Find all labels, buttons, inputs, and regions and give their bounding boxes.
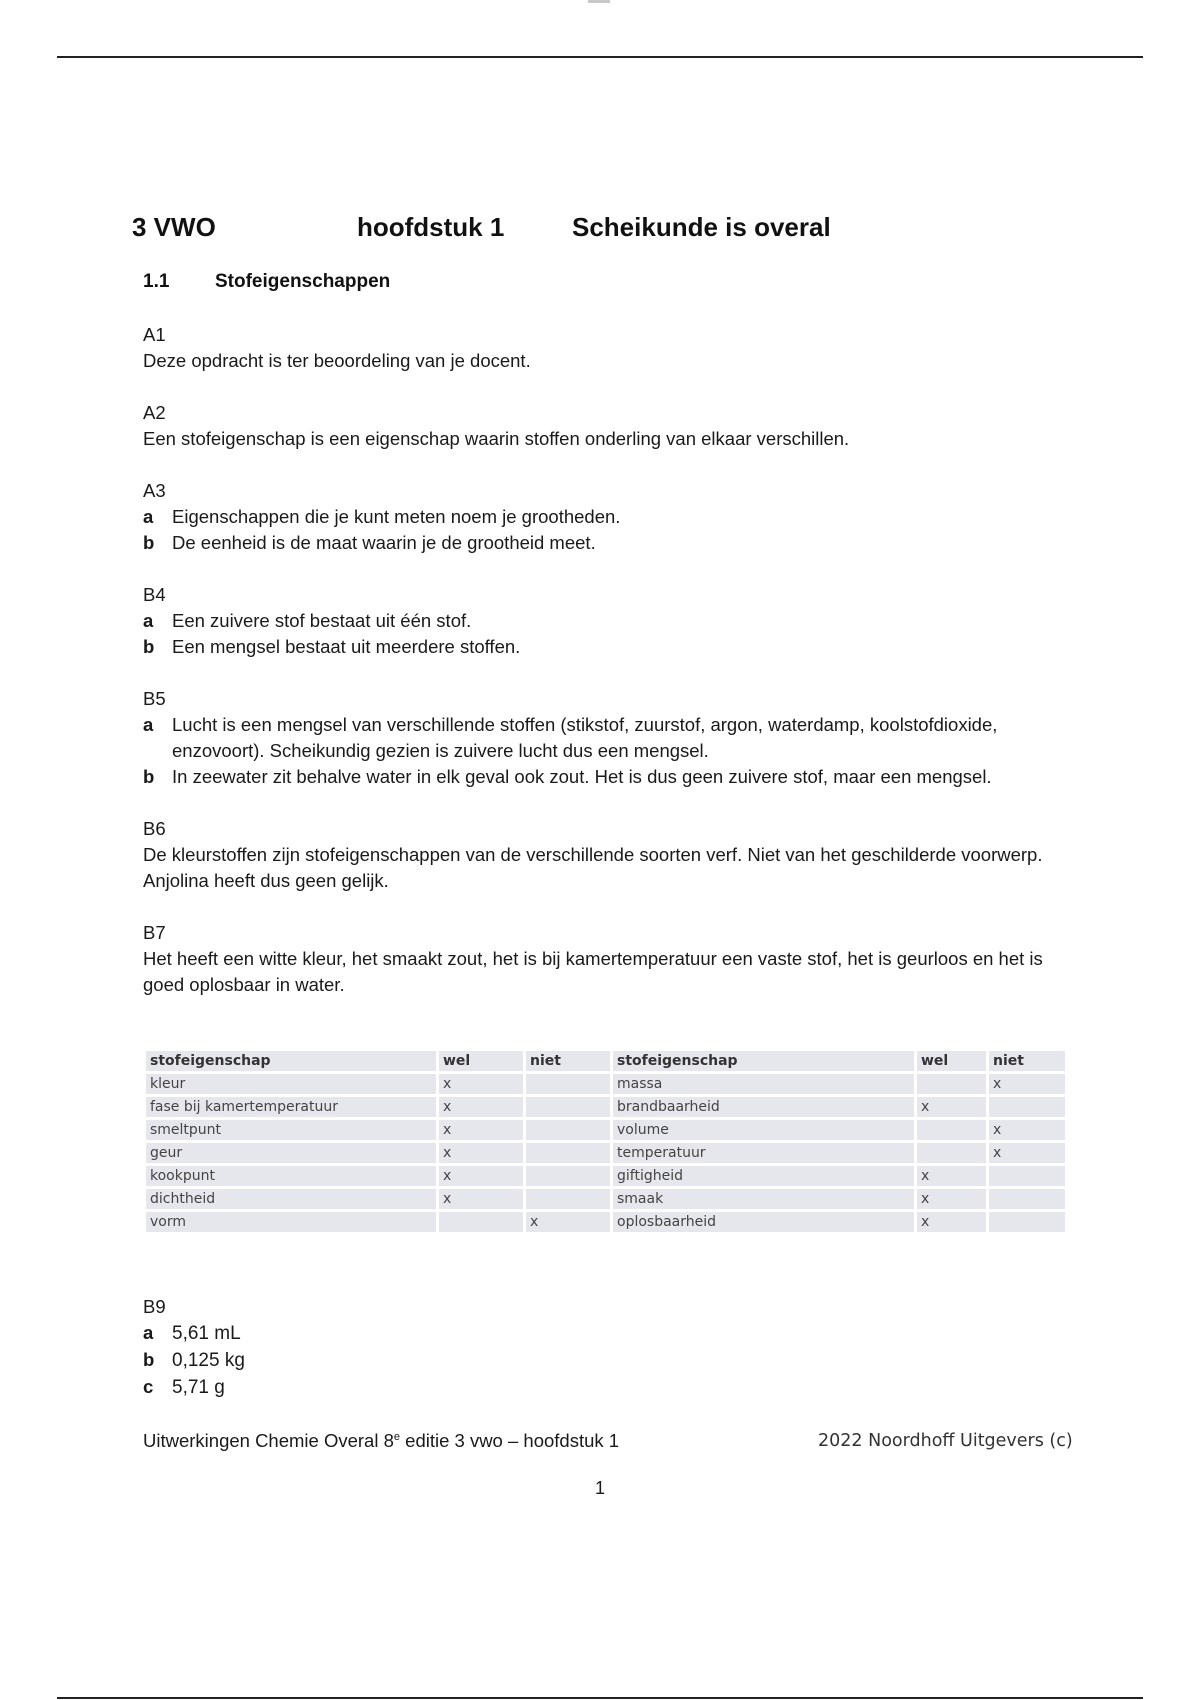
table-cell xyxy=(988,1188,1067,1211)
table-cell: smeltpunt xyxy=(145,1119,438,1142)
question-a1 xyxy=(143,322,1073,374)
table-cell: fase bij kamertemperatuur xyxy=(145,1096,438,1119)
column-header: stofeigenschap xyxy=(612,1050,916,1073)
answer-text: Een stofeigenschap is een eigenschap waarin stoffen onderling van elkaar verschillen. xyxy=(143,428,850,449)
answer-item xyxy=(143,634,1073,660)
table-cell: brandbaarheid xyxy=(612,1096,916,1119)
question-b5 xyxy=(143,686,1073,790)
question-label: B5 xyxy=(143,688,166,709)
table-cell xyxy=(525,1073,612,1096)
table-row xyxy=(145,1165,1067,1188)
table-cell: smaak xyxy=(612,1188,916,1211)
table-cell: kleur xyxy=(145,1073,438,1096)
table-cell: giftigheid xyxy=(612,1165,916,1188)
answer-text: Het heeft een witte kleur, het smaakt zout, het is bij kamertemperatuur een vaste stof, het is geurloos en het is goed oplosbaar in water. xyxy=(143,948,1043,995)
item-text: De eenheid is de maat waarin je de grootheid meet. xyxy=(172,532,596,553)
table-cell: x xyxy=(525,1211,612,1234)
table-cell: oplosbaarheid xyxy=(612,1211,916,1234)
question-label: A1 xyxy=(143,324,166,345)
footer-copyright: 2022 Noordhoff Uitgevers (c) xyxy=(818,1431,1073,1451)
table-cell: x xyxy=(438,1165,525,1188)
table-cell: x xyxy=(438,1142,525,1165)
table-cell: x xyxy=(916,1096,988,1119)
page-number: 1 xyxy=(594,1478,605,1498)
table-cell: geur xyxy=(145,1142,438,1165)
table-cell xyxy=(988,1211,1067,1234)
answer-item xyxy=(143,504,1073,530)
item-letter: c xyxy=(143,1376,154,1397)
footer-source xyxy=(143,1430,619,1452)
item-letter: a xyxy=(143,1322,154,1343)
table-cell xyxy=(916,1142,988,1165)
question-label: A3 xyxy=(143,480,166,501)
answer-item xyxy=(143,608,1073,634)
question-label: B7 xyxy=(143,922,166,943)
question-label: B9 xyxy=(143,1296,166,1317)
answer-item xyxy=(143,1347,245,1374)
question-b7 xyxy=(143,920,1073,998)
item-text: Eigenschappen die je kunt meten noem je grootheden. xyxy=(172,506,621,527)
table-cell: x xyxy=(916,1165,988,1188)
item-text: In zeewater zit behalve water in elk geval ook zout. Het is dus geen zuivere stof, maar een mengsel. xyxy=(172,766,992,787)
table-cell: x xyxy=(438,1119,525,1142)
table-cell: dichtheid xyxy=(145,1188,438,1211)
footer-suffix: editie 3 vwo – hoofdstuk 1 xyxy=(400,1430,620,1451)
item-text: 5,71 g xyxy=(172,1377,225,1398)
table-row xyxy=(145,1119,1067,1142)
item-text: 0,125 kg xyxy=(172,1350,245,1371)
question-a3 xyxy=(143,478,1073,556)
answer-item xyxy=(143,1374,245,1401)
header-title: Scheikunde is overal xyxy=(572,212,831,242)
table-row xyxy=(145,1073,1067,1096)
table-row xyxy=(145,1188,1067,1211)
question-b6 xyxy=(143,816,1073,894)
column-header: stofeigenschap xyxy=(145,1050,438,1073)
item-text: Een mengsel bestaat uit meerdere stoffen. xyxy=(172,636,521,657)
table-cell: x xyxy=(438,1073,525,1096)
footer-prefix: Uitwerkingen Chemie Overal 8 xyxy=(143,1430,394,1451)
table-cell: kookpunt xyxy=(145,1165,438,1188)
answer-item xyxy=(143,764,1073,790)
item-letter: a xyxy=(143,506,154,527)
column-header: wel xyxy=(916,1050,988,1073)
table-cell: x xyxy=(988,1142,1067,1165)
answer-item xyxy=(143,1320,245,1347)
column-header: wel xyxy=(438,1050,525,1073)
answer-item xyxy=(143,530,1073,556)
table-cell: x xyxy=(438,1188,525,1211)
section-number: 1.1 xyxy=(143,271,170,292)
question-b9 xyxy=(143,1294,245,1401)
table-cell: vorm xyxy=(145,1211,438,1234)
table-cell: x xyxy=(988,1073,1067,1096)
item-text: Een zuivere stof bestaat uit één stof. xyxy=(172,610,472,631)
question-label: B6 xyxy=(143,818,166,839)
header-level: 3 VWO xyxy=(132,212,216,242)
table-cell: x xyxy=(916,1188,988,1211)
question-label: B4 xyxy=(143,584,166,605)
table-cell xyxy=(438,1211,525,1234)
answer-item xyxy=(143,712,1073,764)
item-text: 5,61 mL xyxy=(172,1323,241,1344)
table-cell xyxy=(988,1165,1067,1188)
header-chapter: hoofdstuk 1 xyxy=(357,212,505,242)
table-row xyxy=(145,1211,1067,1234)
table-cell: x xyxy=(916,1211,988,1234)
answer-text: De kleurstoffen zijn stofeigenschappen van de verschillende soorten verf. Niet van het geschilderde voorwerp. Anjolina heeft dus geen gelijk. xyxy=(143,844,1043,891)
section-name: Stofeigenschappen xyxy=(215,271,391,292)
table-cell xyxy=(525,1119,612,1142)
item-letter: a xyxy=(143,714,154,735)
table-cell xyxy=(525,1142,612,1165)
bottom-divider xyxy=(57,1697,1143,1699)
answers-body xyxy=(143,322,1073,1024)
table-cell: temperatuur xyxy=(612,1142,916,1165)
table-header-row xyxy=(145,1050,1067,1073)
table-cell: massa xyxy=(612,1073,916,1096)
properties-table xyxy=(143,1048,1068,1235)
answer-text: Deze opdracht is ter beoordeling van je docent. xyxy=(143,350,531,371)
table-row xyxy=(145,1142,1067,1165)
table-cell xyxy=(988,1096,1067,1119)
item-text: Lucht is een mengsel van verschillende stoffen (stikstof, zuurstof, argon, waterdamp, koolstofdioxide, enzovoort). Scheikundig gezien is zuivere lucht dus een mengsel. xyxy=(172,714,998,761)
item-letter: a xyxy=(143,610,154,631)
question-label: A2 xyxy=(143,402,166,423)
column-header: niet xyxy=(525,1050,612,1073)
column-header: niet xyxy=(988,1050,1067,1073)
item-letter: b xyxy=(143,636,155,657)
question-b4 xyxy=(143,582,1073,660)
footer-superscript: e xyxy=(393,1430,401,1443)
table-cell xyxy=(916,1119,988,1142)
table-cell xyxy=(525,1188,612,1211)
table-cell: x xyxy=(438,1096,525,1119)
table-row xyxy=(145,1096,1067,1119)
page-top-marker xyxy=(588,0,610,3)
table-cell: volume xyxy=(612,1119,916,1142)
table-cell xyxy=(525,1165,612,1188)
table-cell: x xyxy=(988,1119,1067,1142)
item-letter: b xyxy=(143,1349,155,1370)
item-letter: b xyxy=(143,766,155,787)
top-divider xyxy=(57,56,1143,58)
table-cell xyxy=(525,1096,612,1119)
table-cell xyxy=(916,1073,988,1096)
item-letter: b xyxy=(143,532,155,553)
question-a2 xyxy=(143,400,1073,452)
